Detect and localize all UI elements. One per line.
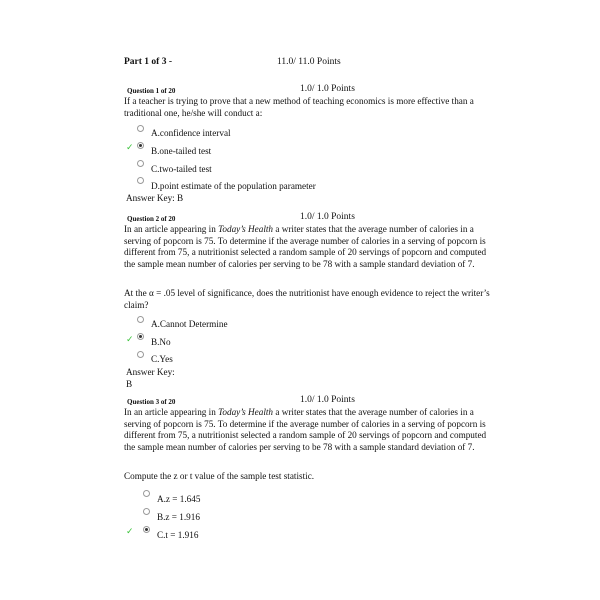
- question-1-option-a-label[interactable]: A.confidence interval: [151, 128, 231, 138]
- question-3-text: [124, 407, 494, 453]
- answer-key-label: Answer Key:: [126, 193, 175, 203]
- question-2-answer-key-label: Answer Key:: [126, 367, 175, 377]
- question-2-option-c-radio[interactable]: [137, 351, 144, 358]
- question-1-option-b-label[interactable]: B.one-tailed test: [151, 146, 212, 156]
- question-3-option-b-label[interactable]: B.z = 1.916: [157, 512, 200, 522]
- question-3-text-italic: Today’s Health: [218, 407, 274, 417]
- question-1-option-d-label[interactable]: D.point estimate of the population parameter: [151, 181, 316, 191]
- question-2-option-b-radio[interactable]: [137, 333, 144, 340]
- question-3-option-b-radio[interactable]: [143, 508, 150, 515]
- question-1-points: 1.0/ 1.0 Points: [300, 84, 355, 94]
- question-2-option-a-radio[interactable]: [137, 316, 144, 323]
- question-3-text-prefix: In an article appearing in: [124, 407, 219, 417]
- question-1-option-d-radio[interactable]: [137, 177, 144, 184]
- checkmark-icon: ✓: [126, 143, 134, 153]
- question-3-points: 1.0/ 1.0 Points: [300, 395, 355, 405]
- question-3-prompt: Compute the z or t value of the sample test statistic.: [124, 471, 315, 481]
- question-2-points: 1.0/ 1.0 Points: [300, 212, 355, 222]
- checkmark-icon: ✓: [126, 335, 134, 345]
- question-1-option-c-label[interactable]: C.two-tailed test: [151, 164, 212, 174]
- question-1-option-c-radio[interactable]: [137, 160, 144, 167]
- question-3-option-a-radio[interactable]: [143, 490, 150, 497]
- question-2-text-italic: Today’s Health: [218, 224, 274, 234]
- part-title: Part 1 of 3 -: [124, 57, 173, 67]
- question-1-option-b-radio[interactable]: [137, 142, 144, 149]
- question-1-option-a-radio[interactable]: [137, 125, 144, 132]
- question-3-option-c-radio[interactable]: [143, 526, 150, 533]
- question-2-option-b-label[interactable]: B.No: [151, 337, 171, 347]
- answer-key-value: B: [177, 193, 184, 203]
- checkmark-icon: ✓: [126, 527, 134, 537]
- question-2-header: Question 2 of 20: [127, 215, 176, 223]
- question-1-answer-key: [126, 193, 183, 203]
- question-3-text-suffix: a writer states that the average number of calories in a serving of popcorn is 75. To determine if the average number of calories in a serving of popcorn is different from 75, a nutritionist selected a random sample of 20 servings of popcorn and computed the sample mean number of calories per serving to be 78 with a sample standard deviation of 7.: [124, 407, 487, 452]
- question-2-option-c-label[interactable]: C.Yes: [151, 354, 173, 364]
- question-2-text-suffix: a writer states that the average number of calories in a serving of popcorn is 75. To determine if the average number of calories in a serving of popcorn is different from 75, a nutritionist selected a random sample of 20 servings of popcorn and computed the sample mean number of calories per serving to be 78 with a sample standard deviation of 7.: [124, 224, 487, 269]
- question-2-text: [124, 224, 494, 270]
- question-1-header: Question 1 of 20: [127, 87, 176, 95]
- part-points: 11.0/ 11.0 Points: [277, 57, 341, 67]
- question-3-header: Question 3 of 20: [127, 398, 176, 406]
- question-3-option-a-label[interactable]: A.z = 1.645: [157, 494, 201, 504]
- question-2-option-a-label[interactable]: A.Cannot Determine: [151, 319, 228, 329]
- question-2-prompt: At the α = .05 level of significance, does the nutritionist have enough evidence to reject the writer’s claim?: [124, 288, 490, 310]
- question-1-text: If a teacher is trying to prove that a new method of teaching economics is more effective than a traditional one, he/she will conduct a:: [124, 96, 474, 118]
- question-3-option-c-label[interactable]: C.t = 1.916: [157, 530, 199, 540]
- question-2-text-prefix: In an article appearing in: [124, 224, 219, 234]
- question-2-answer-key-value: B: [126, 379, 133, 389]
